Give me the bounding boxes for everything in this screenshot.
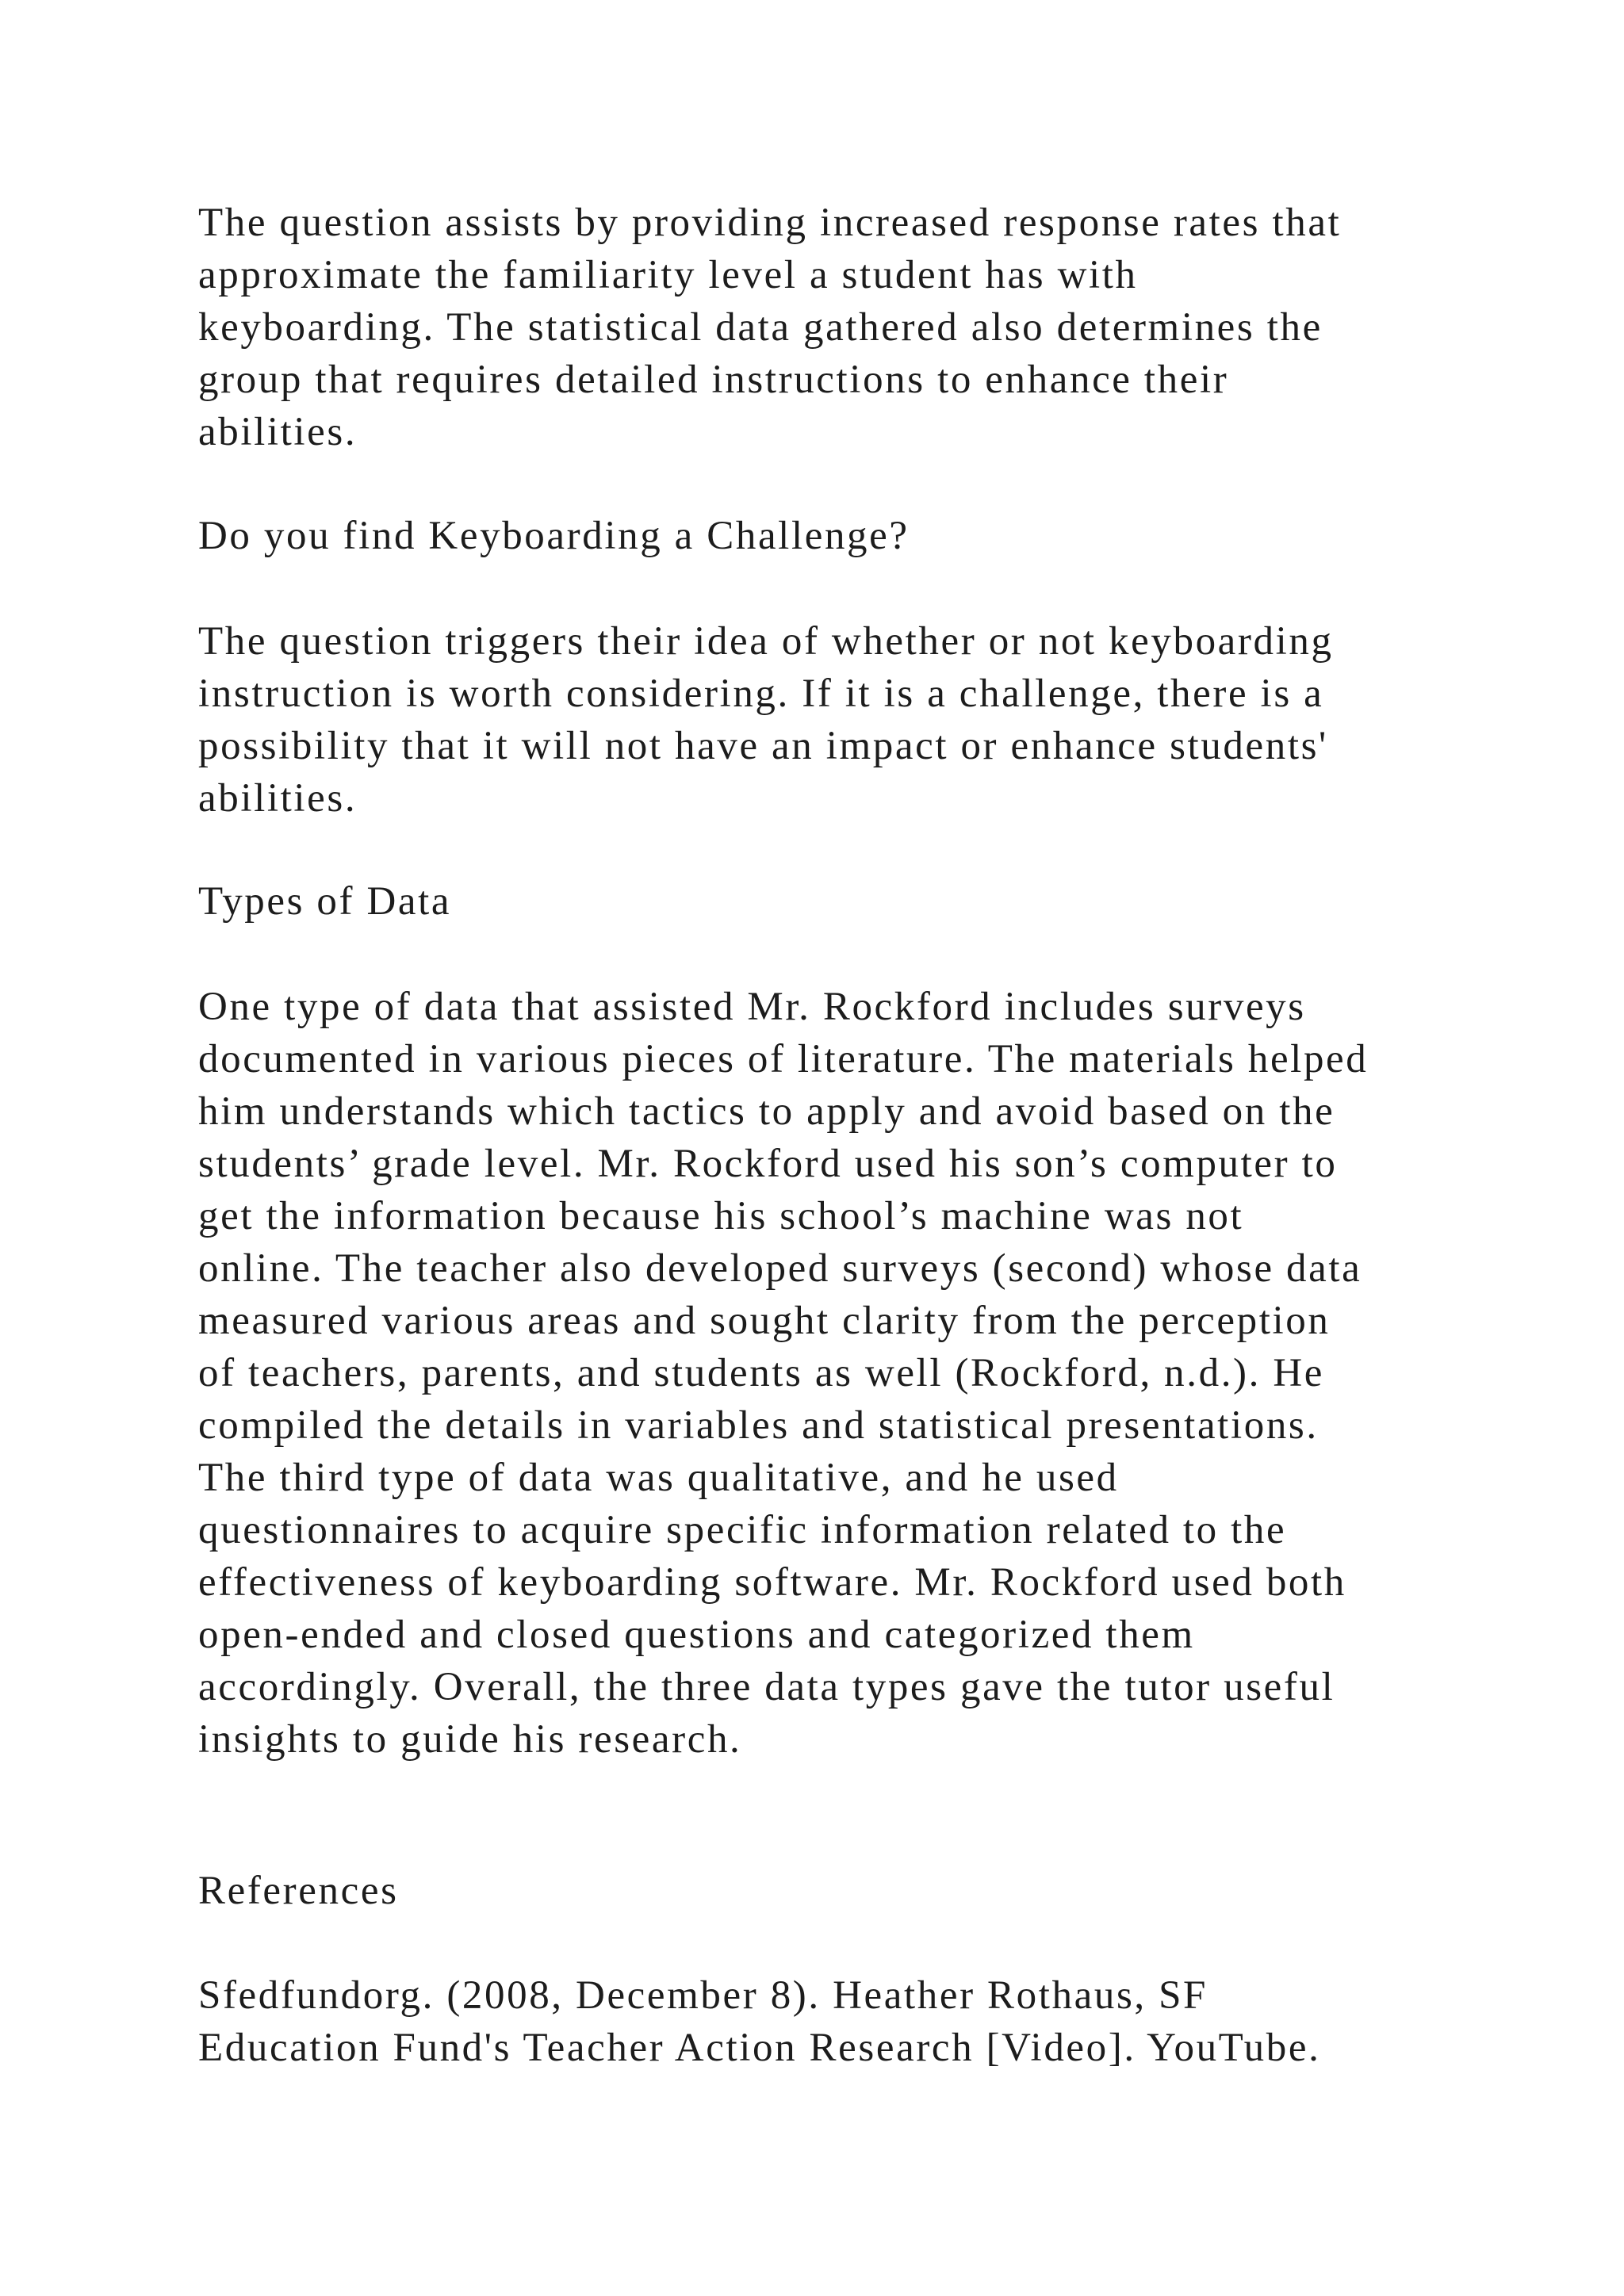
section-heading-types-of-data: Types of Data xyxy=(198,879,452,924)
paragraph-response-rates: The question assists by providing increased response rates that approximate the familiarity level a student has with keyboarding. The statistical data gathered also determines the group that requires detailed instructions to enhance their abilities. xyxy=(198,201,1342,454)
paragraph-challenge: The question triggers their idea of whether or not keyboarding instruction is worth considering. If it is a challenge, there is a possibility that it will not have an impact or enhance students' abilities. xyxy=(198,619,1334,821)
references-heading: References xyxy=(198,1869,399,1913)
question-heading: Do you find Keyboarding a Challenge? xyxy=(198,514,910,558)
reference-entry: Sfedfundorg. (2008, December 8). Heather Rothaus, SF Education Fund's Teacher Action Research [Video]. YouTube. xyxy=(198,1973,1321,2070)
paragraph-types-of-data: One type of data that assisted Mr. Rockford includes surveys documented in various pieces of literature. The materials helped him understands which tactics to apply and avoid based on the students’ grade level. Mr. Rockford used his son’s computer to get the information because his school’s machine was not online. The teacher also developed surveys (second) whose data measured various areas and sought clarity from the perception of teachers, parents, and students as well (Rockford, n.d.). He compiled the details in variables and statistical presentations. The third type of data was qualitative, and he used questionnaires to acquire specific information related to the effectiveness of keyboarding software. Mr. Rockford used both open-ended and closed questions and categorized them accordingly. Overall, the three data types gave the tutor useful insights to guide his research. xyxy=(198,985,1369,1762)
